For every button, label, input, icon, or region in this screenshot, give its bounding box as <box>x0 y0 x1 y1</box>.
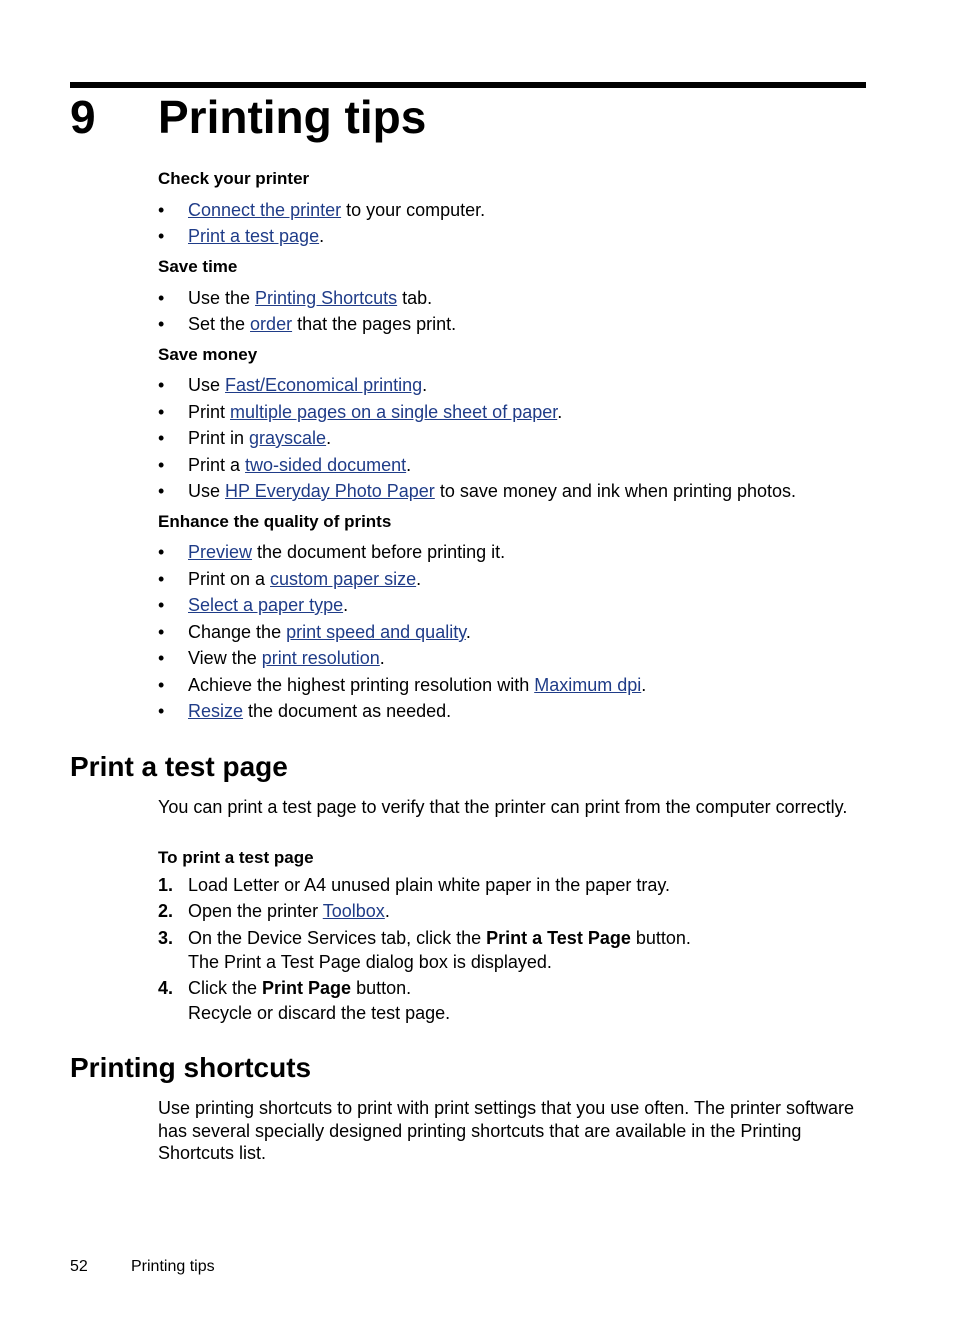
section-title-print-test-page: Print a test page <box>70 751 288 782</box>
item-text: . <box>557 402 563 422</box>
item-text: to save money and ink when printing photos. <box>434 481 797 501</box>
bullet: • <box>158 226 165 246</box>
step-number: 3. <box>158 928 174 948</box>
ui-label-print-page: Print Page <box>262 978 352 998</box>
bullet: • <box>158 200 165 220</box>
item-text: . <box>465 622 471 642</box>
bullet: • <box>158 288 165 308</box>
link-grayscale[interactable]: grayscale <box>249 428 327 448</box>
step-text: Open the printer <box>188 901 323 921</box>
step-text: Load Letter or A4 unused plain white paper in the paper tray. <box>188 875 670 895</box>
item-text: . <box>319 226 325 246</box>
section-heading-save-money: Save money <box>158 345 258 364</box>
link-multiple-pages[interactable]: multiple pages on a single sheet of paper <box>230 402 558 422</box>
shortcuts-body: Use printing shortcuts to print with print settings that you use often. The printer software has several specially designed printing shortcuts that are available in the Printing Shortcuts list. <box>158 1098 855 1163</box>
link-printing-shortcuts[interactable]: Printing Shortcuts <box>255 288 398 308</box>
item-text: the document as needed. <box>243 701 452 721</box>
footer-page-number: 52 <box>70 1258 88 1275</box>
chapter-title: Printing tips <box>158 91 427 143</box>
ui-label-print-a-test-page: Print a Test Page <box>486 928 631 948</box>
bullet: • <box>158 569 165 589</box>
step-number: 2. <box>158 901 174 921</box>
link-print-test-page[interactable]: Print a test page <box>188 226 320 246</box>
bullet: • <box>158 375 165 395</box>
section-heading-save-time: Save time <box>158 257 238 276</box>
item-text: that the pages print. <box>292 314 457 334</box>
bullet: • <box>158 701 165 721</box>
link-order[interactable]: order <box>250 314 293 334</box>
item-text: Achieve the highest printing resolution with <box>188 675 535 695</box>
link-toolbox[interactable]: Toolbox <box>322 901 385 921</box>
section-title-printing-shortcuts: Printing shortcuts <box>70 1052 312 1083</box>
bullet: • <box>158 622 165 642</box>
link-preview[interactable]: Preview <box>188 542 253 562</box>
item-text: . <box>641 675 647 695</box>
test-page-intro: You can print a test page to verify that the printer can print from the computer correctly. <box>158 797 848 817</box>
link-custom-paper-size[interactable]: custom paper size <box>270 569 417 589</box>
item-text: . <box>422 375 428 395</box>
item-text: Use the <box>188 288 256 308</box>
item-text: Use <box>188 481 226 501</box>
step-3-note: The Print a Test Page dialog box is displayed. <box>188 952 552 972</box>
link-resize[interactable]: Resize <box>188 701 244 721</box>
item-text: Print <box>188 402 231 422</box>
section-heading-enhance-quality: Enhance the quality of prints <box>158 512 392 531</box>
procedure-heading: To print a test page <box>158 848 314 867</box>
item-text: Print a <box>188 455 246 475</box>
item-text: . <box>326 428 332 448</box>
link-select-paper-type[interactable]: Select a paper type <box>188 595 344 615</box>
bullet: • <box>158 595 165 615</box>
step-text: button. <box>351 978 412 998</box>
item-text: . <box>406 455 412 475</box>
step-4-note: Recycle or discard the test page. <box>188 1003 451 1023</box>
item-text: Set the <box>188 314 251 334</box>
step-text: button. <box>630 928 691 948</box>
step-number: 4. <box>158 978 174 998</box>
item-text: Change the <box>188 622 287 642</box>
footer-chapter-title: Printing tips <box>131 1258 215 1275</box>
section-heading-check-printer: Check your printer <box>158 169 310 188</box>
bullet: • <box>158 314 165 334</box>
bullet: • <box>158 455 165 475</box>
bullet: • <box>158 428 165 448</box>
item-text: . <box>343 595 349 615</box>
step-text: Click the <box>188 978 263 998</box>
bullet: • <box>158 648 165 668</box>
step-text: . <box>384 901 390 921</box>
item-text: . <box>379 648 385 668</box>
chapter-number: 9 <box>70 91 96 143</box>
bullet: • <box>158 481 165 501</box>
step-text: On the Device Services tab, click the <box>188 928 487 948</box>
link-two-sided-document[interactable]: two-sided document <box>245 455 407 475</box>
item-text: . <box>416 569 422 589</box>
bullet: • <box>158 542 165 562</box>
bullet: • <box>158 675 165 695</box>
chapter-rule <box>70 82 866 88</box>
item-text: the document before printing it. <box>252 542 506 562</box>
link-hp-everyday-photo-paper[interactable]: HP Everyday Photo Paper <box>225 481 435 501</box>
link-connect-printer[interactable]: Connect the printer <box>188 200 342 220</box>
step-number: 1. <box>158 875 174 895</box>
item-text: Print in <box>188 428 250 448</box>
link-maximum-dpi[interactable]: Maximum dpi <box>534 675 642 695</box>
item-text: tab. <box>397 288 433 308</box>
link-fast-economical-printing[interactable]: Fast/Economical printing <box>225 375 423 395</box>
bullet: • <box>158 402 165 422</box>
item-text: Use <box>188 375 226 395</box>
item-text: View the <box>188 648 262 668</box>
link-print-speed-quality[interactable]: print speed and quality <box>286 622 466 642</box>
link-print-resolution[interactable]: print resolution <box>261 648 380 668</box>
item-text: to your computer. <box>341 200 486 220</box>
item-text: Print on a <box>188 569 271 589</box>
